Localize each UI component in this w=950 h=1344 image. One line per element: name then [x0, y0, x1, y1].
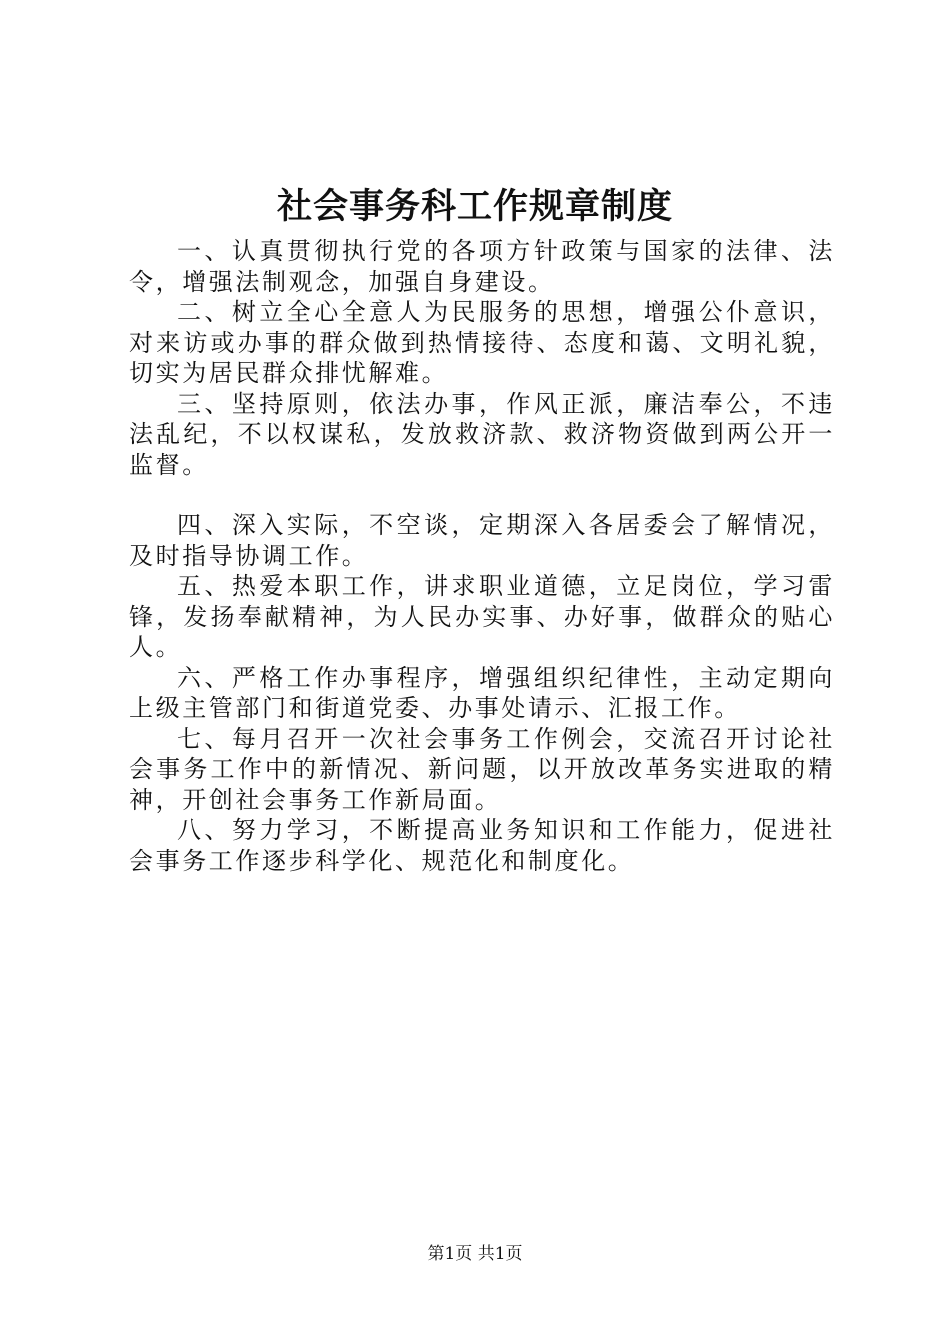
clause-3: 三、坚持原则，依法办事，作风正派，廉洁奉公，不违法乱纪，不以权谋私，发放救济款、救济物资做到两公开一监督。: [129, 389, 835, 479]
page-footer: 第1页 共1页: [427, 1244, 523, 1264]
paragraph-gap: [129, 480, 835, 510]
clause-2: 二、树立全心全意人为民服务的思想，增强公仆意识，对来访或办事的群众做到热情接待、态度和蔼、文明礼貌，切实为居民群众排忧解难。: [129, 298, 835, 387]
clause-5: 五、热爱本职工作，讲求职业道德，立足岗位，学习雷锋，发扬奉献精神，为人民办实事、办好事，做群众的贴心人。: [129, 572, 835, 661]
clause-4: 四、深入实际，不空谈，定期深入各居委会了解情况，及时指导协调工作。: [129, 511, 835, 570]
page-title: 社会事务科工作规章制度: [276, 186, 673, 227]
clause-6: 六、严格工作办事程序，增强组织纪律性，主动定期向上级主管部门和街道党委、办事处请示、汇报工作。: [129, 663, 835, 722]
clause-8: 八、努力学习，不断提高业务知识和工作能力，促进社会事务工作逐步科学化、规范化和制度化。: [129, 816, 835, 875]
document-body: [129, 236, 835, 876]
clause-1: 一、认真贯彻执行党的各项方针政策与国家的法律、法令，增强法制观念，加强自身建设。: [129, 237, 835, 296]
clause-7: 七、每月召开一次社会事务工作例会，交流召开讨论社会事务工作中的新情况、新问题，以开放改革务实进取的精神，开创社会事务工作新局面。: [129, 724, 835, 814]
